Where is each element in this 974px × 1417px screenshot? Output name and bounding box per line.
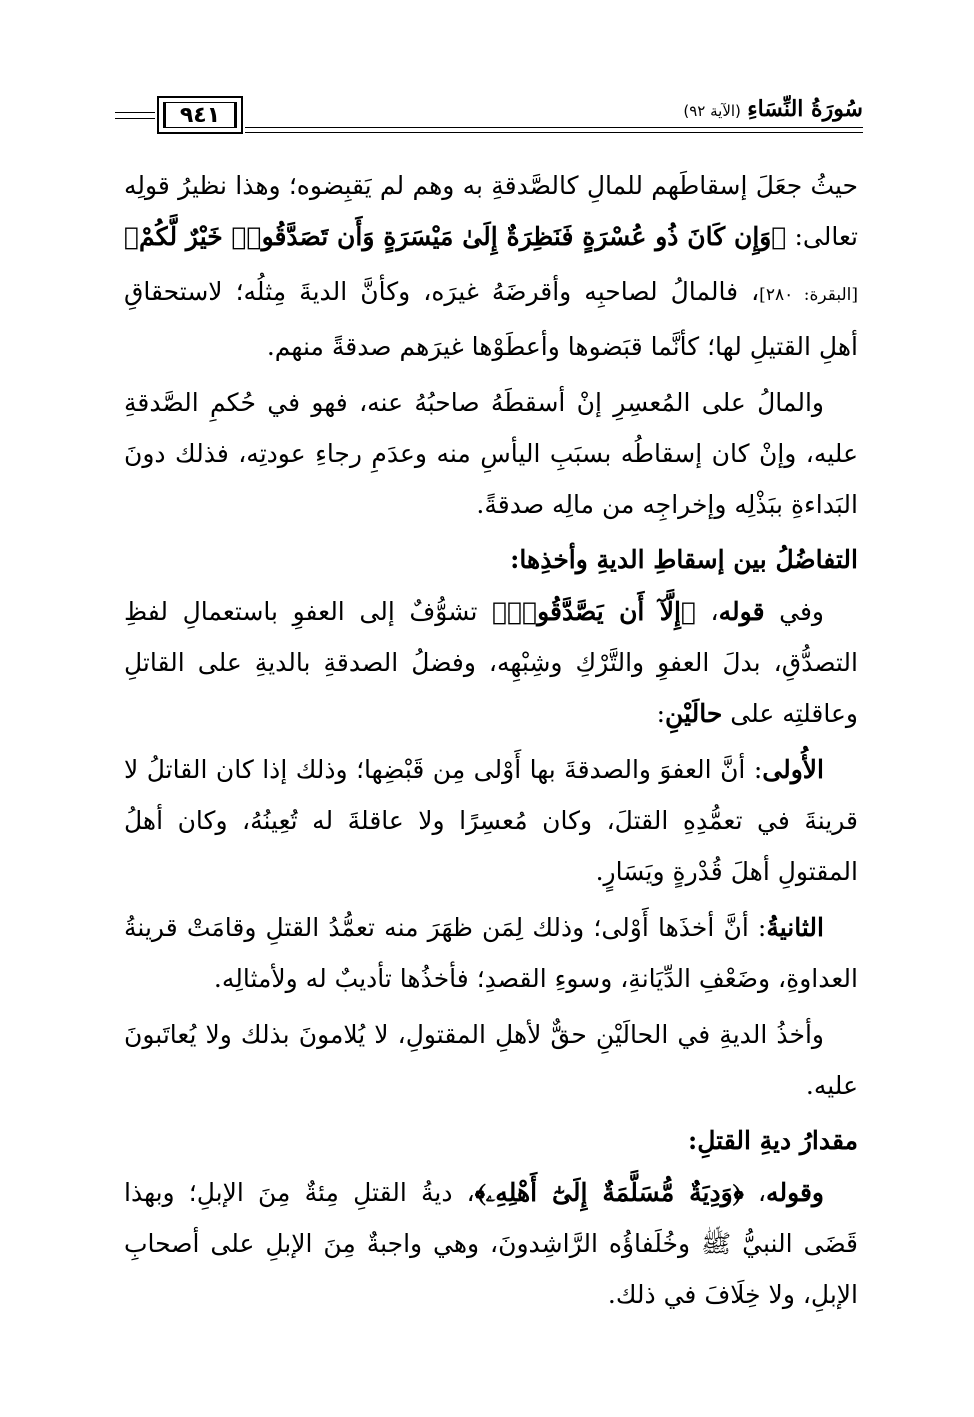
paragraph-7-sep: ،	[743, 1178, 767, 1207]
verse-citation: [البقرة: ٢٨٠]	[759, 285, 858, 305]
header-rule-left-top	[115, 112, 155, 113]
paragraph-1-text-a: حيثُ جعَلَ إسقاطَهم للمالِ كالصَّدقةِ به وهم لم يَقبِضوه؛ وهذا نظيرُ قولِه تعالى:	[124, 171, 858, 251]
paragraph-4-text: : أنَّ العفوَ والصدقةَ بها أَوْلى مِن قَبْضِها؛ وذلك إذا كان القاتلُ لا قرينةَ في تعمُّدِهِ القتلَ، وكان مُعسِرًا ولا عاقلةَ له تُعِينُهُ، وكان أهلُ المقتولِ أهلَ قُدْرةٍ ويَسَارٍ.	[124, 755, 858, 886]
keyword-qawluhu: قوله	[718, 597, 765, 626]
paragraph-7-text: ، ديةُ القتلِ مِئةٌ مِنَ الإبلِ؛ وبهذا قَضَى النبيُّ ﷺ وخُلَفاؤُه الرَّاشِدونَ، وهي واجبةٌ مِنَ الإبلِ على أصحابِ الإبلِ، ولا خِلَافَ في ذلك.	[124, 1178, 858, 1309]
keyword-first: الأُولى	[762, 755, 824, 784]
section-heading-2: مقدارُ ديةِ القتلِ:	[688, 1126, 858, 1155]
page-body	[124, 160, 858, 1320]
header-rule-right-bottom	[245, 132, 863, 133]
surah-name: سُورَةُ النِّسَاءِ	[747, 96, 863, 122]
keyword-wa-qawluhu: وقوله	[766, 1178, 825, 1207]
running-title	[683, 96, 863, 122]
header-rule-left-bottom	[115, 118, 155, 119]
section-heading-1: التفاضُلُ بين إسقاطِ الديةِ وأخذِها:	[510, 545, 858, 574]
page-number: ٩٤١	[163, 102, 237, 128]
quran-fragment: ﴿إِلَّآ أَن يَصَّدَّقُوا۟﴾	[492, 597, 696, 626]
paragraph-3-text-a: وفي	[764, 597, 825, 626]
paragraph-1	[124, 160, 858, 372]
paragraph-3-text-b: تشوُّفٌ إلى العفوِ باستعمالِ لفظِ التصدُّقِ، بدلَ العفوِ والتَّرْكِ وشِبْهِه، وفضلُ الصدقةِ بالديةِ على القاتلِ وعاقلتِه على	[124, 597, 858, 728]
page-number-box	[157, 96, 243, 134]
paragraph-5-text: : أنَّ أخذَها أَوْلى؛ وذلك لِمَن ظهَرَ منه تعمُّدُ القتلِ وقامَتْ قرينةُ العداوةِ، وضَعْفِ الدِّيَانةِ، وسوءِ القصدِ؛ فأخذُها تأديبٌ له ولأمثالِه.	[124, 913, 858, 993]
quran-fragment-diya: ﴿وَدِيَةٌ مُّسَلَّمَةٌ إِلَىٰٓ أَهْلِهِۦ﴾	[474, 1178, 744, 1207]
header-rule-right-top	[245, 127, 863, 128]
paragraph-3-sep: ،	[695, 597, 719, 626]
verse-reference: (الآية ٩٢)	[683, 102, 741, 120]
paragraph-3-colon: :	[656, 699, 666, 728]
paragraph-6: وأخذُ الديةِ في الحالَيْنِ حقٌّ لأهلِ المقتولِ، لا يُلامونَ بذلك ولا يُعاتَبونَ عليه.	[124, 1020, 858, 1100]
page-header	[115, 96, 863, 138]
paragraph-5	[124, 902, 858, 1004]
paragraph-2: والمالُ على المُعسِرِ إنْ أسقطَهُ صاحبُهُ عنه، فهو في حُكمِ الصَّدقةِ عليه، وإنْ كان إسقاطُه بسبَبِ اليأسِ منه وعدَمِ رجاءِ عودتِه، فذلك دونَ البَداءةِ ببَذْلِه وإخراجِه من مالِه صدقةً.	[124, 388, 858, 519]
paragraph-3	[124, 586, 858, 739]
quran-verse-baqarah-280: ﴿وَإِن كَانَ ذُو عُسْرَةٍ فَنَظِرَةٌ إِلَىٰ مَيْسَرَةٍ وَأَن تَصَدَّقُوا۟ خَيْرٌ لَّكُمْ﴾	[124, 222, 787, 251]
paragraph-1-text-b: ، فالمالُ لصاحبِه وأقرضَهُ غيرَه، وكأنَّ الديةَ مِثلُه؛ لاستحقاقِ أهلِ القتيلِ لها؛ كأنَّما قبَضوها وأعطَوْها غيرَهم صدقةً منهم.	[124, 277, 858, 361]
paragraph-7	[124, 1167, 858, 1320]
keyword-second: الثانيةُ	[766, 913, 824, 942]
keyword-halayn: حالَيْنِ	[665, 699, 723, 728]
paragraph-4	[124, 744, 858, 897]
